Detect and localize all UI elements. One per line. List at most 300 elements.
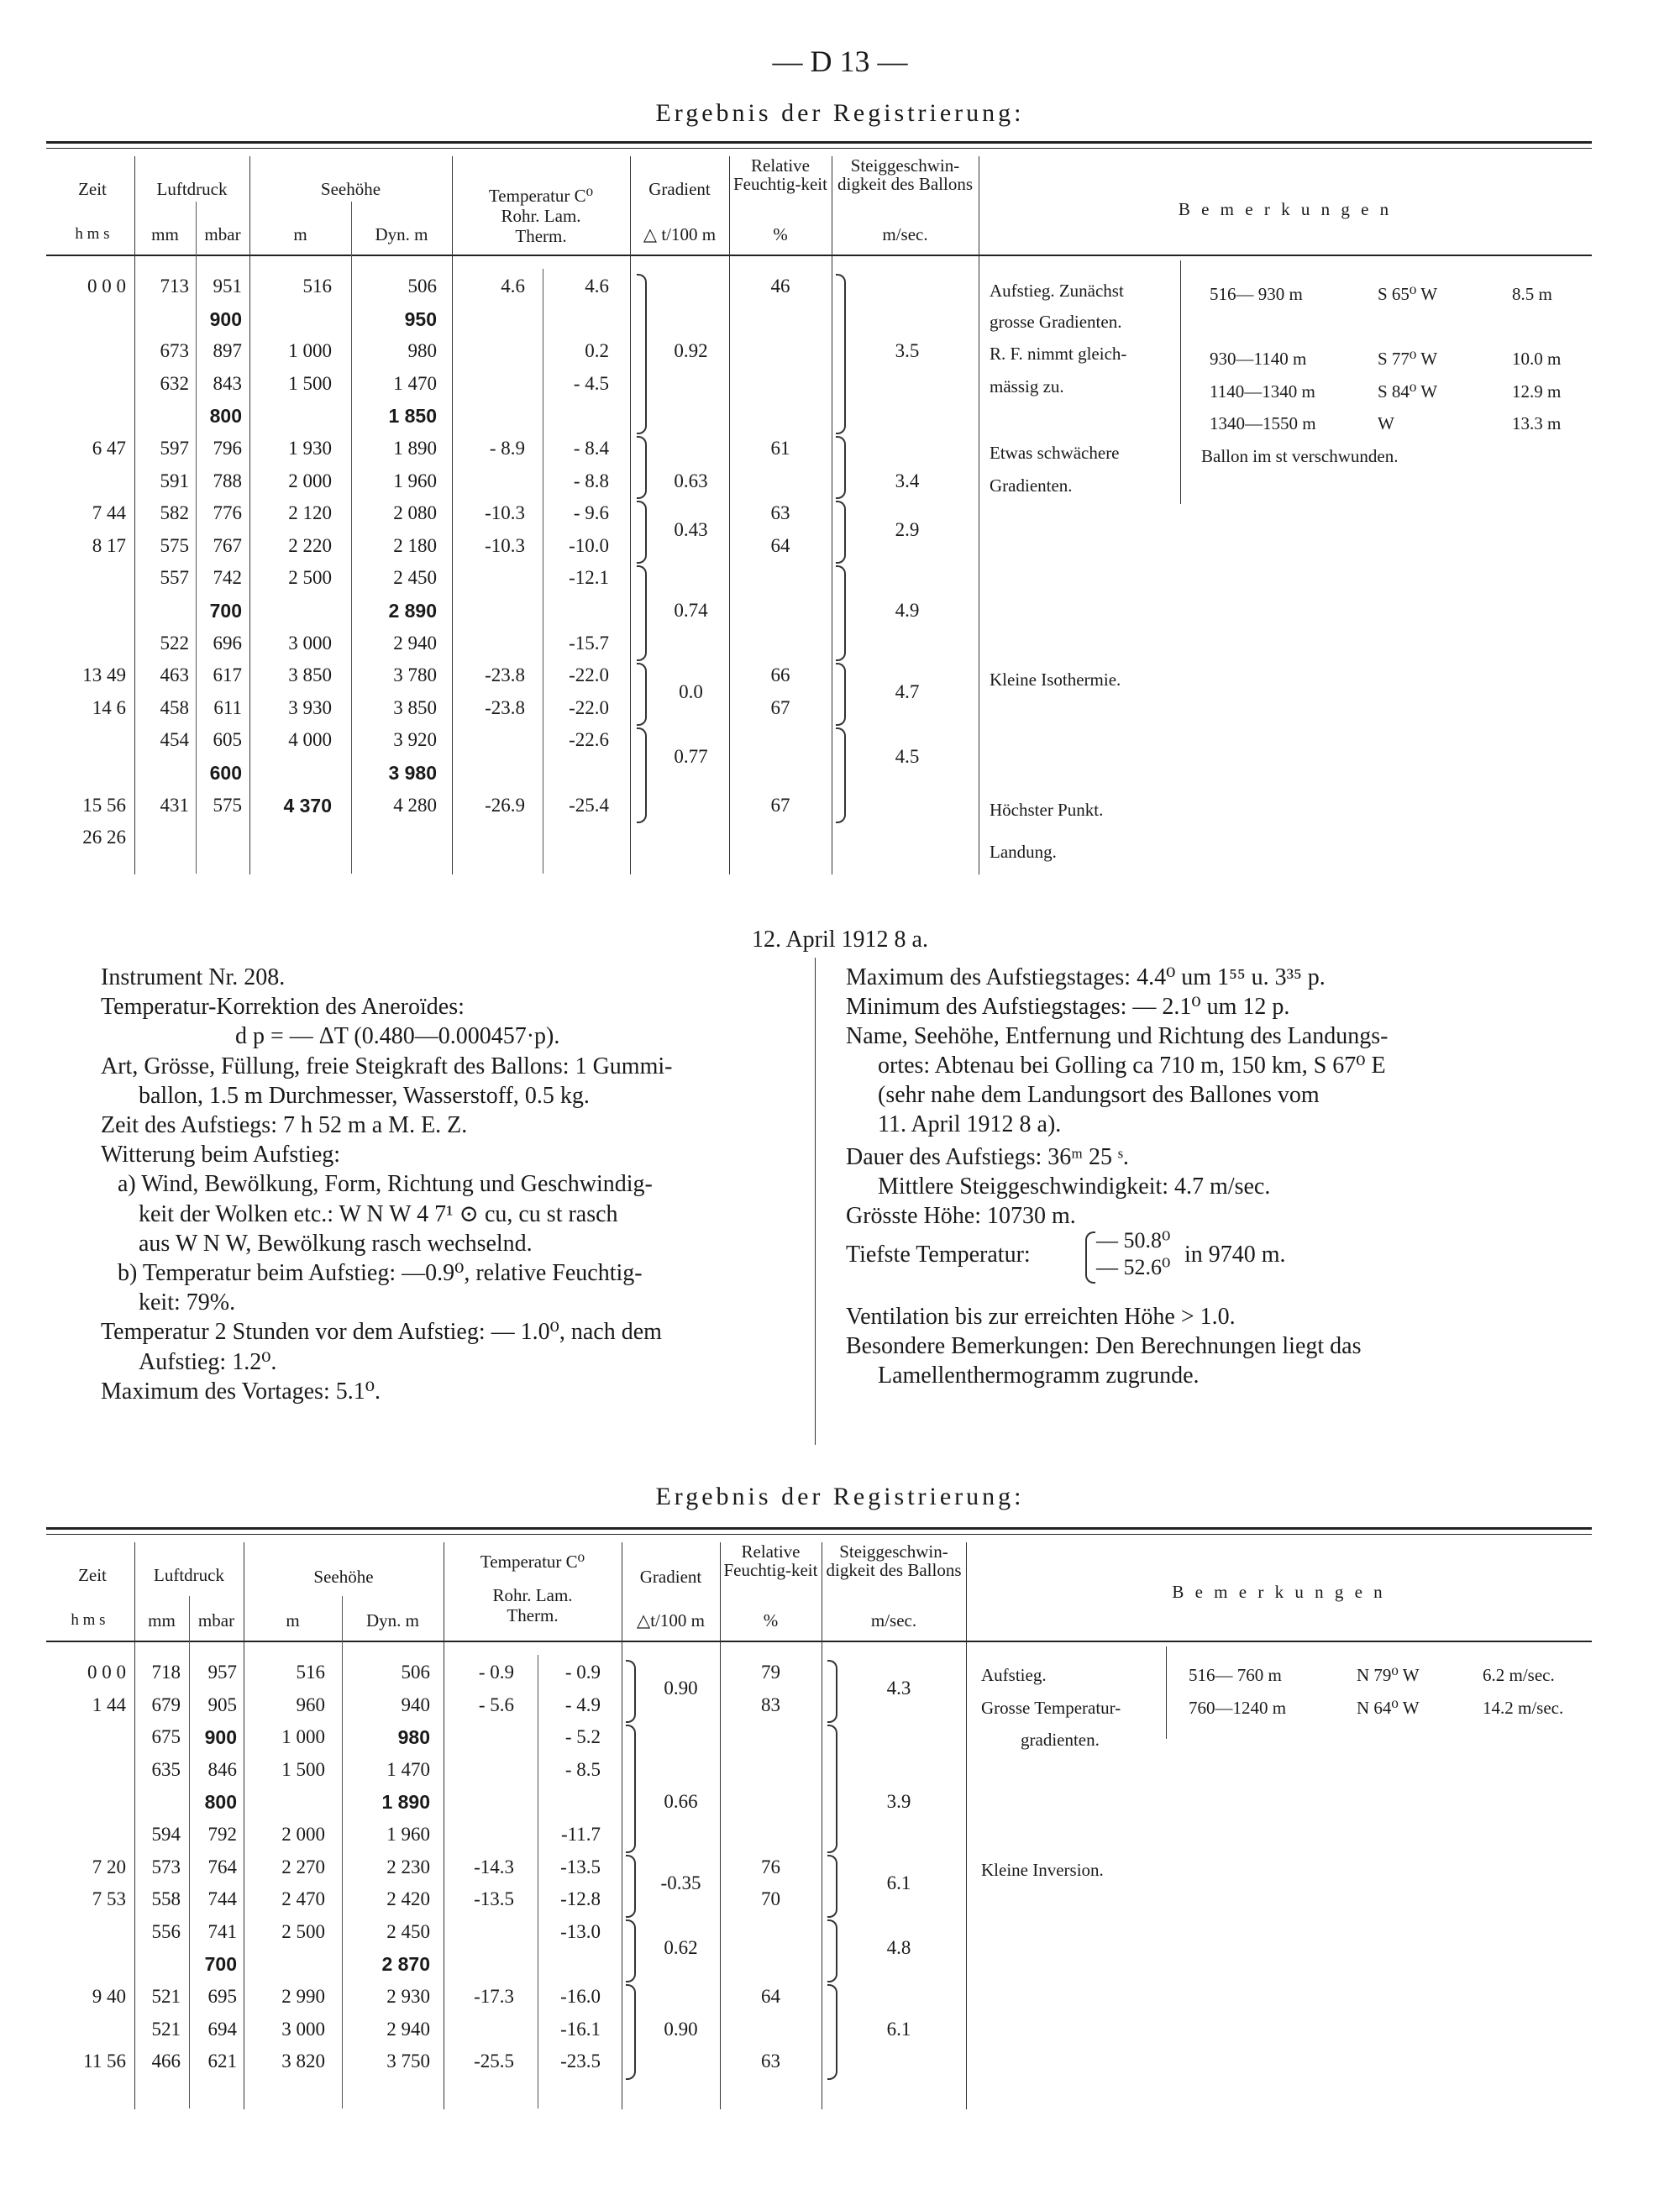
- info-left-line: Zeit des Aufstiegs: 7 h 52 m a M. E. Z.: [101, 1112, 468, 1138]
- t1-h-steig-unit: m/sec.: [882, 224, 928, 244]
- t1-cell: 600: [209, 762, 242, 784]
- t2-cell: - 5.6: [478, 1694, 514, 1715]
- t1-cell: 597: [160, 438, 189, 459]
- t2-cell: 744: [207, 1888, 237, 1910]
- t2-cell: 1 890: [381, 1791, 430, 1814]
- t2-cell: - 8.5: [564, 1758, 601, 1780]
- t1-cell: - 4.5: [573, 372, 609, 394]
- t1-cell: 611: [213, 696, 242, 718]
- t2-h-gradient: Gradient: [639, 1567, 702, 1587]
- t2-cell: 521: [151, 2018, 181, 2040]
- t1-feucht: 66: [770, 664, 790, 686]
- t1-gradient: 0.63: [674, 470, 708, 491]
- t2-remark: Kleine Inversion.: [981, 1859, 1104, 1880]
- t1-cell: - 9.6: [573, 502, 609, 524]
- t1-h-bemerkungen: B e m e r k u n g e n: [1178, 199, 1393, 219]
- t1-remark: Höchster Punkt.: [990, 799, 1104, 820]
- t2-speed: 4.3: [886, 1678, 911, 1699]
- t2-speed: 3.9: [886, 1791, 911, 1813]
- t1-cell: 897: [213, 340, 242, 362]
- t2-feucht: 70: [761, 1888, 780, 1910]
- t2-cell: 2 990: [281, 1986, 325, 2007]
- t2-cell: 1 470: [386, 1758, 430, 1780]
- t2-h-bemerkungen: B e m e r k u n g e n: [1172, 1582, 1386, 1602]
- t1-wind-range: 930—1140 m: [1210, 349, 1307, 370]
- t2-cell: 1 44: [92, 1694, 126, 1715]
- t2-wind-range: 516— 760 m: [1189, 1665, 1282, 1685]
- t1-cell: 14 6: [92, 696, 126, 718]
- t2-h-luftdruck: Luftdruck: [154, 1565, 224, 1585]
- t2-wind-speed: 14.2 m/sec.: [1483, 1697, 1564, 1718]
- t2-cell: 0 0 0: [87, 1662, 126, 1683]
- t1-wind-speed: 12.9 m: [1512, 381, 1562, 402]
- t1-gradient: 0.74: [674, 600, 708, 621]
- t1-cell: 458: [160, 696, 189, 718]
- t1-cell: 2 180: [393, 534, 437, 556]
- table1-top-rule: [46, 141, 1592, 144]
- t1-speed: 4.7: [895, 680, 920, 702]
- t1-cell: -10.0: [569, 534, 609, 556]
- t2-cell: - 0.9: [564, 1662, 601, 1683]
- t2-cell: 1 000: [281, 1726, 325, 1748]
- t1-cell: 582: [160, 502, 189, 524]
- t1-cell: -25.4: [569, 794, 609, 816]
- t1-cell: -23.8: [485, 664, 525, 686]
- t2-cell: 3 750: [386, 2051, 430, 2072]
- t2-h-dyn: Dyn. m: [366, 1610, 419, 1630]
- t1-cell: 2 000: [288, 470, 332, 491]
- info-right-line: Maximum des Aufstiegstages: 4.4⁰ um 1⁵⁵ u. 3³⁵ p.: [846, 964, 1326, 990]
- t1-cell: 1 850: [388, 405, 437, 428]
- info-left-line: keit: 79%.: [139, 1289, 236, 1316]
- t2-cell: -17.3: [474, 1986, 514, 2007]
- t2-cell: 905: [207, 1694, 237, 1715]
- t1-h-temp: Temperatur C⁰: [488, 186, 594, 206]
- t1-wind-range: 516— 930 m: [1210, 284, 1303, 304]
- t1-wind-dir: S 65⁰ W: [1378, 284, 1438, 304]
- t2-cell: 558: [151, 1888, 181, 1910]
- t1-cell: 3 980: [388, 762, 437, 784]
- t1-cell: 742: [213, 567, 242, 589]
- t2-cell: 792: [207, 1824, 237, 1845]
- t2-cell: 957: [207, 1662, 237, 1683]
- t2-gradient: 0.66: [664, 1791, 698, 1813]
- t1-cell: -12.1: [569, 567, 609, 589]
- t1-gradient: 0.92: [674, 340, 708, 362]
- table2-header-rule: [46, 1641, 1592, 1642]
- t1-feucht: 67: [770, 794, 790, 816]
- t2-gradient: 0.90: [664, 2018, 698, 2040]
- t2-cell: -12.8: [560, 1888, 601, 1910]
- t1-feucht: 63: [770, 502, 790, 524]
- t2-speed: 6.1: [886, 1872, 911, 1893]
- t1-cell: - 8.8: [573, 470, 609, 491]
- t1-cell: 3 000: [288, 632, 332, 654]
- t1-wind-note: Ballon im st verschwunden.: [1201, 446, 1399, 466]
- t1-h-dyn: Dyn. m: [375, 224, 428, 244]
- t2-cell: -25.5: [474, 2051, 514, 2072]
- t1-speed: 3.4: [895, 470, 920, 491]
- t2-speed-brace: [827, 1725, 837, 1852]
- info-right-line: Lamellenthermogramm zugrunde.: [878, 1363, 1200, 1389]
- t1-cell: 796: [213, 438, 242, 459]
- t1-cell: 591: [160, 470, 189, 491]
- t1-wind-speed: 10.0 m: [1512, 349, 1562, 370]
- t1-cell: 13 49: [82, 664, 126, 686]
- t1-h-gradient-unit: △ t/100 m: [643, 224, 717, 244]
- t1-cell: 843: [213, 372, 242, 394]
- t2-cell: 2 450: [386, 1920, 430, 1942]
- t1-cell: 4 370: [283, 794, 332, 817]
- t2-cell: 9 40: [92, 1986, 126, 2007]
- t2-gradient: 0.62: [664, 1937, 698, 1959]
- t2-cell: - 4.9: [564, 1694, 601, 1715]
- t1-cell: 951: [213, 276, 242, 297]
- t1-cell: 8 17: [92, 534, 126, 556]
- t1-cell: 617: [213, 664, 242, 686]
- t1-cell: 2 080: [393, 502, 437, 524]
- t1-speed: 4.9: [895, 600, 920, 621]
- t1-cell: 900: [209, 307, 242, 330]
- t1-remark: Etwas schwächere: [990, 443, 1120, 463]
- t1-cell: 575: [213, 794, 242, 816]
- t1-cell: 2 120: [288, 502, 332, 524]
- t2-cell: 675: [151, 1726, 181, 1748]
- t1-h-temp-sub: Rohr. Lam.: [501, 206, 581, 226]
- t2-cell: 846: [207, 1758, 237, 1780]
- t1-feucht: 67: [770, 696, 790, 718]
- t2-cell: 3 000: [281, 2018, 325, 2040]
- table2-top-rule: [46, 1527, 1592, 1530]
- t1-h-luftdruck: Luftdruck: [156, 179, 228, 199]
- info-right-line: — 50.8⁰: [1096, 1228, 1171, 1252]
- t2-h-gradient-unit: △t/100 m: [637, 1610, 705, 1630]
- t2-h-zeit: Zeit: [78, 1565, 107, 1585]
- t1-cell: 3 920: [393, 729, 437, 751]
- t2-cell: 3 820: [281, 2051, 325, 2072]
- t2-feucht: 83: [761, 1694, 780, 1715]
- info-right-line: Grösste Höhe: 10730 m.: [846, 1203, 1076, 1229]
- t1-remark: Landung.: [990, 841, 1057, 862]
- t1-cell: 2 220: [288, 534, 332, 556]
- info-right-line: Mittlere Steiggeschwindigkeit: 4.7 m/sec.: [878, 1174, 1271, 1200]
- info-right-line: Besondere Bemerkungen: Den Berechnungen liegt das: [846, 1333, 1362, 1359]
- t2-cell: 2 270: [281, 1856, 325, 1877]
- date-line: 12. April 1912 8 a.: [752, 927, 928, 953]
- info-left-line: aus W N W, Bewölkung rasch wechselnd.: [139, 1230, 533, 1257]
- info-right-line: in 9740 m.: [1184, 1242, 1286, 1268]
- t1-remark: Gradienten.: [990, 475, 1073, 496]
- t2-cell: 521: [151, 1986, 181, 2007]
- t1-wind-dir: W: [1378, 413, 1394, 434]
- t2-cell: -13.0: [560, 1920, 601, 1942]
- t2-remark: Aufstieg.: [981, 1665, 1047, 1685]
- t2-cell: 2 230: [386, 1856, 430, 1877]
- t1-cell: 605: [213, 729, 242, 751]
- info-left-line: Witterung beim Aufstieg:: [101, 1142, 341, 1168]
- t2-h-steig: Steiggeschwin-digkeit des Ballons: [826, 1541, 962, 1580]
- t2-cell: -16.0: [560, 1986, 601, 2007]
- info-right-line: Name, Seehöhe, Entfernung und Richtung des Landungs-: [846, 1023, 1389, 1049]
- t1-wind-range: 1340—1550 m: [1210, 413, 1316, 434]
- t1-cell: 0.2: [585, 340, 609, 362]
- t2-cell: 1 960: [386, 1824, 430, 1845]
- t2-cell: 695: [207, 1986, 237, 2007]
- t2-feucht: 79: [761, 1662, 780, 1683]
- t2-wind-dir: N 79⁰ W: [1357, 1665, 1420, 1685]
- t1-speed-brace: [836, 727, 846, 823]
- t1-wind-range: 1140—1340 m: [1210, 381, 1315, 402]
- t1-cell: 632: [160, 372, 189, 394]
- t1-cell: 767: [213, 534, 242, 556]
- t1-cell: -23.8: [485, 696, 525, 718]
- t1-cell: 1 500: [288, 372, 332, 394]
- t2-cell: 621: [207, 2051, 237, 2072]
- t2-cell: 7 20: [92, 1856, 126, 1877]
- t2-h-temp: Temperatur C⁰: [480, 1552, 585, 1572]
- t1-cell: 1 960: [393, 470, 437, 491]
- t1-cell: 4 000: [288, 729, 332, 751]
- t2-speed: 6.1: [886, 2018, 911, 2040]
- t1-cell: 3 850: [393, 696, 437, 718]
- t1-cell: 0 0 0: [87, 276, 126, 297]
- info-left-line: a) Wind, Bewölkung, Form, Richtung und Geschwindig-: [118, 1171, 653, 1198]
- info-right-line: Minimum des Aufstiegstages: — 2.1⁰ um 12 p.: [846, 994, 1290, 1020]
- t2-cell: 516: [296, 1662, 325, 1683]
- t2-cell: - 5.2: [564, 1726, 601, 1748]
- t2-cell: 2 940: [386, 2018, 430, 2040]
- t1-cell: -10.3: [485, 502, 525, 524]
- t2-cell: 7 53: [92, 1888, 126, 1910]
- t1-cell: 4 280: [393, 794, 437, 816]
- t1-h-zeit-units: h m s: [75, 225, 110, 243]
- t2-cell: 900: [204, 1726, 237, 1749]
- t2-h-temp-sub2: Therm.: [507, 1605, 559, 1625]
- t2-remark: Grosse Temperatur-: [981, 1697, 1121, 1718]
- info-left-line: ballon, 1.5 m Durchmesser, Wasserstoff, 0.5 kg.: [139, 1082, 590, 1109]
- t1-cell: 7 44: [92, 502, 126, 524]
- t1-cell: 673: [160, 340, 189, 362]
- t1-h-temp-sub2: Therm.: [515, 226, 567, 246]
- t2-cell: 764: [207, 1856, 237, 1877]
- t1-cell: - 8.9: [489, 438, 525, 459]
- t2-feucht: 64: [761, 1986, 780, 2007]
- t1-cell: 1 000: [288, 340, 332, 362]
- t2-remark: gradienten.: [1021, 1730, 1100, 1751]
- t1-gradient: 0.0: [679, 680, 703, 702]
- t2-cell: - 0.9: [478, 1662, 514, 1683]
- t1-cell: 776: [213, 502, 242, 524]
- info-left-line: Aufstieg: 1.2⁰.: [139, 1348, 277, 1375]
- t1-cell: - 8.4: [573, 438, 609, 459]
- t2-cell: 694: [207, 2018, 237, 2040]
- t1-h-m: m: [293, 224, 307, 244]
- t2-cell: 594: [151, 1824, 181, 1845]
- t1-cell: -22.0: [569, 696, 609, 718]
- t2-wind-dir: N 64⁰ W: [1357, 1697, 1420, 1718]
- info-temp-brace: [1085, 1231, 1095, 1284]
- t2-gradient-brace: [626, 1725, 636, 1852]
- t1-cell: 980: [407, 340, 437, 362]
- t2-cell: 556: [151, 1920, 181, 1942]
- t2-cell: -23.5: [560, 2051, 601, 2072]
- t1-cell: 3 780: [393, 664, 437, 686]
- t1-feucht: 61: [770, 438, 790, 459]
- t2-cell: 980: [397, 1726, 430, 1749]
- t2-cell: 960: [296, 1694, 325, 1715]
- t1-h-mm: mm: [151, 224, 179, 244]
- t2-cell: 800: [204, 1791, 237, 1814]
- t2-cell: 2 420: [386, 1888, 430, 1910]
- t1-cell: 1 470: [393, 372, 437, 394]
- t1-cell: 700: [209, 600, 242, 622]
- t1-cell: 522: [160, 632, 189, 654]
- t1-h-feucht-unit: %: [773, 224, 788, 244]
- t1-remark: Kleine Isothermie.: [990, 670, 1121, 691]
- info-left-line: Art, Grösse, Füllung, freie Steigkraft des Ballons: 1 Gummi-: [101, 1053, 673, 1079]
- t2-h-mm: mm: [148, 1610, 176, 1630]
- t1-cell: 788: [213, 470, 242, 491]
- t2-wind-range: 760—1240 m: [1189, 1697, 1287, 1718]
- t1-cell: 6 47: [92, 438, 126, 459]
- t1-cell: 4.6: [501, 276, 525, 297]
- t1-cell: -10.3: [485, 534, 525, 556]
- t1-cell: -22.6: [569, 729, 609, 751]
- t2-cell: 718: [151, 1662, 181, 1683]
- info-left-line: Maximum des Vortages: 5.1⁰.: [101, 1378, 381, 1405]
- t1-cell: 516: [302, 276, 332, 297]
- t2-cell: 11 56: [83, 2051, 126, 2072]
- t2-gradient: -0.35: [660, 1872, 701, 1893]
- info-right-line: Dauer des Aufstiegs: 36ᵐ 25 ˢ.: [846, 1144, 1129, 1170]
- t1-h-mbar: mbar: [204, 224, 241, 244]
- t2-gradient: 0.90: [664, 1678, 698, 1699]
- info-left-line: keit der Wolken etc.: W N W 4 7¹ ⊙ cu, cu st rasch: [139, 1200, 618, 1227]
- t2-cell: 741: [207, 1920, 237, 1942]
- t1-remark: R. F. nimmt gleich-: [990, 344, 1127, 365]
- t2-h-steig-unit: m/sec.: [870, 1610, 917, 1630]
- t2-cell: 700: [204, 1953, 237, 1976]
- info-right-line: Ventilation bis zur erreichten Höhe > 1.0.: [846, 1304, 1236, 1330]
- t2-wind-speed: 6.2 m/sec.: [1483, 1665, 1555, 1685]
- info-left-line: Temperatur-Korrektion des Aneroïdes:: [101, 994, 465, 1021]
- t1-speed: 3.5: [895, 340, 920, 362]
- t2-h-feucht: Relative Feuchtig-keit: [723, 1541, 818, 1580]
- t1-wind-speed: 13.3 m: [1512, 413, 1562, 434]
- t2-feucht: 63: [761, 2051, 780, 2072]
- t2-speed: 4.8: [886, 1937, 911, 1959]
- t2-h-seehoehe: Seehöhe: [313, 1567, 374, 1587]
- t2-cell: 2 930: [386, 1986, 430, 2007]
- t2-cell: 2 870: [381, 1953, 430, 1976]
- t2-cell: 1 500: [281, 1758, 325, 1780]
- t1-wind-dir: S 77⁰ W: [1378, 349, 1438, 370]
- t1-gradient-brace: [637, 727, 647, 823]
- t1-h-zeit: Zeit: [78, 179, 107, 199]
- t2-cell: 940: [401, 1694, 430, 1715]
- t1-cell: 1 930: [288, 438, 332, 459]
- t2-cell: 2 000: [281, 1824, 325, 1845]
- t1-cell: 575: [160, 534, 189, 556]
- info-left-line: Instrument Nr. 208.: [101, 964, 286, 990]
- t1-cell: 506: [407, 276, 437, 297]
- t2-cell: -14.3: [474, 1856, 514, 1877]
- t1-cell: 713: [160, 276, 189, 297]
- t2-h-zeit-units: h m s: [71, 1611, 106, 1629]
- t1-h-steig: Steiggeschwin-digkeit des Ballons: [837, 155, 973, 194]
- t1-wind-speed: 8.5 m: [1512, 284, 1552, 304]
- t2-cell: 2 470: [281, 1888, 325, 1910]
- t1-cell: -22.0: [569, 664, 609, 686]
- t1-cell: 696: [213, 632, 242, 654]
- t1-cell: -15.7: [569, 632, 609, 654]
- info-left-line: b) Temperatur beim Aufstieg: —0.9⁰, relative Feuchtig-: [118, 1260, 643, 1286]
- t2-feucht: 76: [761, 1856, 780, 1877]
- t1-cell: 2 890: [388, 600, 437, 622]
- t1-cell: 3 930: [288, 696, 332, 718]
- t1-gradient: 0.77: [674, 745, 708, 767]
- t1-cell: -26.9: [485, 794, 525, 816]
- t2-h-feucht-unit: %: [763, 1610, 779, 1630]
- t1-cell: 2 450: [393, 567, 437, 589]
- t2-cell: -13.5: [474, 1888, 514, 1910]
- t2-cell: -16.1: [560, 2018, 601, 2040]
- t1-cell: 950: [404, 307, 437, 330]
- t1-h-feucht: Relative Feuchtig-keit: [733, 155, 827, 194]
- t1-cell: 463: [160, 664, 189, 686]
- t1-cell: 454: [160, 729, 189, 751]
- t2-h-mbar: mbar: [197, 1610, 235, 1630]
- t1-feucht: 46: [770, 276, 790, 297]
- t1-cell: 431: [160, 794, 189, 816]
- t1-cell: 4.6: [585, 276, 609, 297]
- info-right-line: Tiefste Temperatur:: [846, 1242, 1031, 1268]
- info-left-line: Temperatur 2 Stunden vor dem Aufstieg: — 1.0⁰, nach dem: [101, 1319, 662, 1346]
- t1-cell: 2 500: [288, 567, 332, 589]
- t2-cell: 573: [151, 1856, 181, 1877]
- t1-feucht: 64: [770, 534, 790, 556]
- t1-wind-dir: S 84⁰ W: [1378, 381, 1438, 402]
- table1-header-rule: [46, 255, 1592, 256]
- t1-h-seehoehe: Seehöhe: [320, 179, 381, 199]
- page-header: — D 13 —: [772, 45, 908, 78]
- t2-cell: 635: [151, 1758, 181, 1780]
- t2-cell: 2 500: [281, 1920, 325, 1942]
- t2-h-temp-sub: Rohr. Lam.: [492, 1585, 573, 1605]
- t1-remark: grosse Gradienten.: [990, 311, 1122, 332]
- t2-h-m: m: [286, 1610, 300, 1630]
- t1-cell: 1 890: [393, 438, 437, 459]
- table1-title: Ergebnis der Registrierung:: [655, 99, 1025, 127]
- t2-cell: 466: [151, 2051, 181, 2072]
- t1-cell: 3 850: [288, 664, 332, 686]
- t2-cell: -13.5: [560, 1856, 601, 1877]
- table2-title: Ergebnis der Registrierung:: [655, 1483, 1025, 1510]
- t2-cell: 506: [401, 1662, 430, 1683]
- info-right-line: ortes: Abtenau bei Golling ca 710 m, 150 km, S 67⁰ E: [878, 1053, 1386, 1079]
- t2-cell: -11.7: [560, 1824, 601, 1845]
- t1-speed: 2.9: [895, 518, 920, 540]
- t1-cell: 2 940: [393, 632, 437, 654]
- t1-h-gradient: Gradient: [648, 179, 711, 199]
- t1-cell: 26 26: [82, 827, 126, 848]
- t1-remark: mässig zu.: [990, 375, 1064, 396]
- t1-remark: Aufstieg. Zunächst: [990, 281, 1124, 301]
- t1-speed: 4.5: [895, 745, 920, 767]
- info-right-line: (sehr nahe dem Landungsort des Ballones vom: [878, 1082, 1320, 1108]
- t1-cell: 557: [160, 567, 189, 589]
- info-right-line: 11. April 1912 8 a).: [878, 1111, 1062, 1137]
